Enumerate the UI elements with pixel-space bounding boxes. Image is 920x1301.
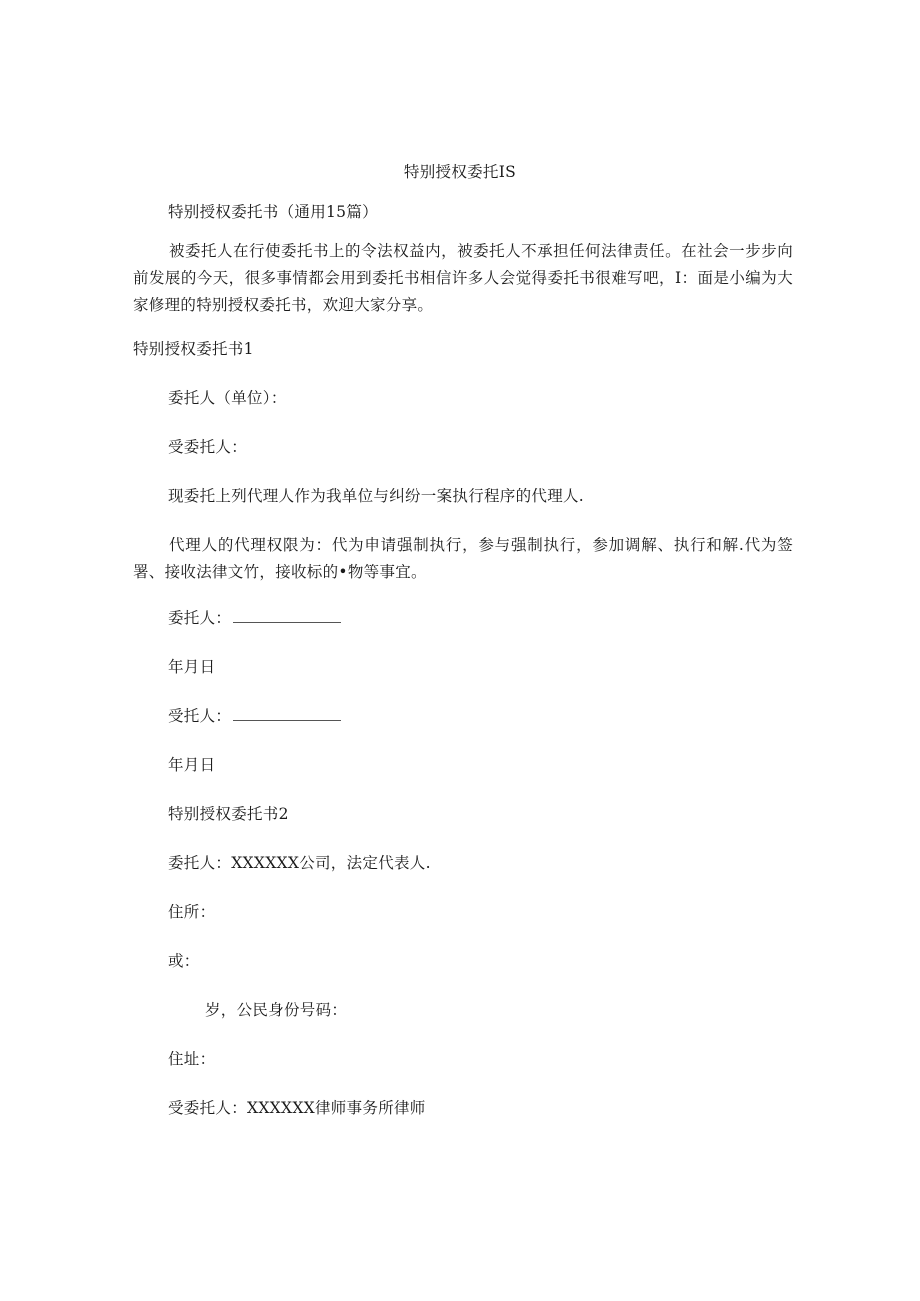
section2-principal: 委托人：XXXXXX公司，法定代表人. xyxy=(168,854,431,872)
residence-label: 住所： xyxy=(168,903,216,921)
or-label: 或： xyxy=(168,952,200,970)
agent-sign-blank xyxy=(233,706,341,721)
age-id-label: 岁，公民身份号码： xyxy=(205,1001,348,1019)
section2-agent: 受委托人：XXXXXX律师事务所律师 xyxy=(168,1099,426,1117)
agent-sign-row xyxy=(168,704,341,728)
address-label: 住址： xyxy=(168,1050,216,1068)
principal-sign-blank xyxy=(233,608,341,623)
section1-heading: 特别授权委托书1 xyxy=(133,340,254,358)
intro-paragraph: 被委托人在行使委托书上的令法权益内，被委托人不承担任何法律责任。在社会一步步向前发展的今天，很多事情都会用到委托书相信许多人会觉得委托书很难写吧，I：面是小编为大家修理的特别授权委托书，欢迎大家分享。 xyxy=(133,242,793,314)
principal-sign-label: 委托人： xyxy=(168,609,232,627)
agent-label: 受委托人： xyxy=(168,438,248,456)
scope-paragraph: 代理人的代理权限为：代为申请强制执行，参与强制执行，参加调解、执行和解.代为签署、接收法律文竹，接收标的•物等事宜。 xyxy=(133,536,793,581)
document-subtitle: 特别授权委托书（通用15篇） xyxy=(168,203,378,221)
date-line-2: 年月日 xyxy=(168,756,216,774)
date-line-1: 年月日 xyxy=(168,658,216,676)
document-title: 特别授权委托IS xyxy=(403,163,517,181)
section2-heading: 特别授权委托书2 xyxy=(168,805,289,823)
principal-sign-row xyxy=(168,606,341,630)
principal-unit-label: 委托人（单位）： xyxy=(168,389,287,407)
agent-sign-label: 受托人： xyxy=(168,707,232,725)
appointment-text: 现委托上列代理人作为我单位与纠纷一案执行程序的代理人. xyxy=(168,487,585,505)
